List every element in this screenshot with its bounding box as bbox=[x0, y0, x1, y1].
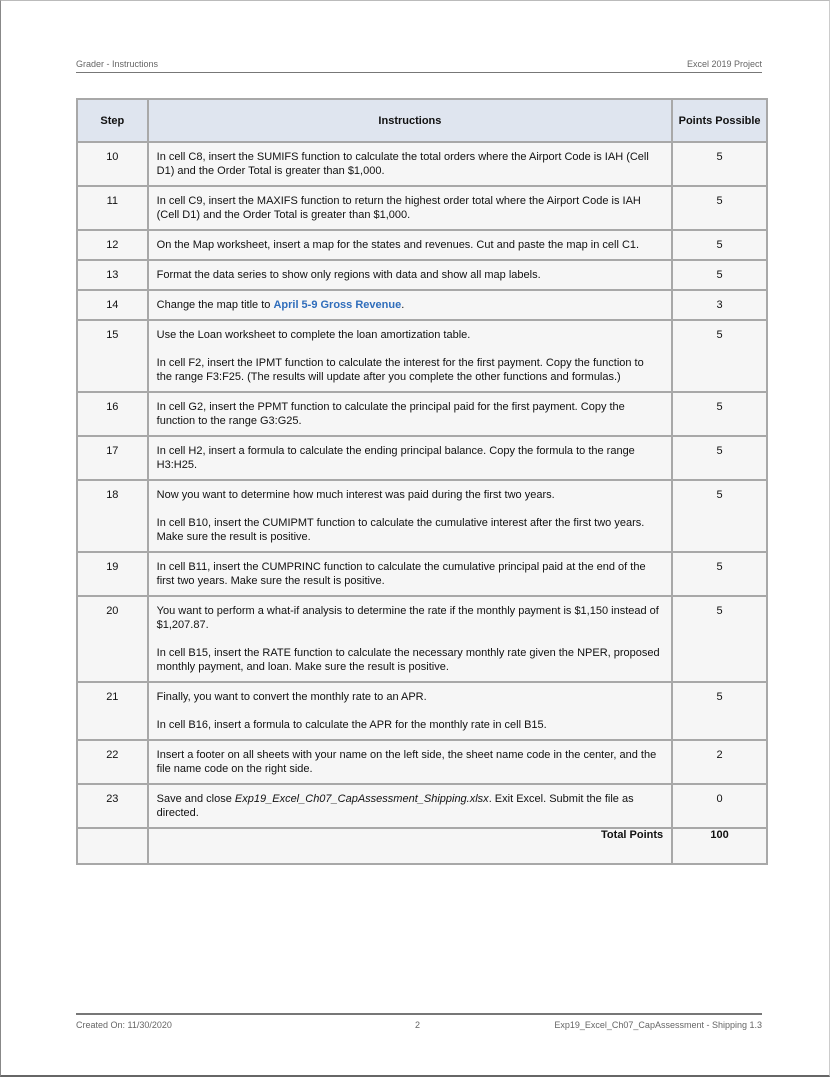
instruction-text bbox=[148, 784, 673, 828]
instruction-text bbox=[148, 480, 673, 552]
table-row bbox=[77, 596, 767, 682]
points-value: 0 bbox=[672, 784, 767, 828]
points-value: 5 bbox=[672, 480, 767, 552]
table-row bbox=[77, 260, 767, 290]
instruction-paragraph: In cell G2, insert the PPMT function to calculate the principal paid for the first payment. Copy the function to the range G3:G25. bbox=[156, 401, 625, 427]
step-number: 21 bbox=[77, 682, 148, 740]
table-header-row bbox=[77, 99, 767, 142]
instruction-text bbox=[148, 740, 673, 784]
instruction-text bbox=[148, 392, 673, 436]
instruction-text bbox=[148, 142, 673, 186]
total-row bbox=[77, 828, 767, 864]
points-value: 2 bbox=[672, 740, 767, 784]
instruction-text bbox=[148, 682, 673, 740]
instruction-paragraph: Insert a footer on all sheets with your name on the left side, the sheet name code in the center, and the file name code on the right side. bbox=[156, 749, 657, 775]
instruction-paragraph: Use the Loan worksheet to complete the loan amortization table. bbox=[156, 329, 471, 341]
instruction-paragraph: In cell B11, insert the CUMPRINC function to calculate the cumulative principal paid at the end of the first two years. Make sure the result is positive. bbox=[156, 561, 646, 587]
instruction-paragraph: In cell C8, insert the SUMIFS function to calculate the total orders where the Airport Code is IAH (Cell D1) and the Order Total is greater than $1,000. bbox=[156, 151, 649, 177]
instruction-paragraph: Finally, you want to convert the monthly rate to an APR. bbox=[156, 691, 427, 703]
instruction-paragraph bbox=[157, 792, 662, 820]
instruction-text bbox=[148, 290, 673, 320]
map-title-highlight: April 5-9 Gross Revenue bbox=[273, 299, 402, 311]
page-header bbox=[76, 58, 762, 73]
points-value: 5 bbox=[672, 320, 767, 392]
points-value: 3 bbox=[672, 290, 767, 320]
instruction-paragraph: In cell H2, insert a formula to calculate the ending principal balance. Copy the formula to the range H3:H25. bbox=[156, 445, 635, 471]
instruction-suffix: . Exit Excel. Submit the file as directed. bbox=[156, 793, 634, 819]
instruction-paragraph: On the Map worksheet, insert a map for the states and revenues. Cut and paste the map in cell C1. bbox=[156, 239, 640, 251]
instruction-paragraph: In cell B16, insert a formula to calculate the APR for the monthly rate in cell B15. bbox=[156, 719, 547, 731]
table-row bbox=[77, 784, 767, 828]
table-row bbox=[77, 290, 767, 320]
step-number: 16 bbox=[77, 392, 148, 436]
instruction-paragraph: In cell C9, insert the MAXIFS function to return the highest order total where the Airport Code is IAH (Cell D1) and the Order Total is greater than $1,000. bbox=[156, 195, 641, 221]
instruction-text bbox=[148, 186, 673, 230]
instruction-paragraph: In cell B10, insert the CUMIPMT function to calculate the cumulative interest after the first two years. Make sure the result is positive. bbox=[156, 517, 645, 543]
total-points-value: 100 bbox=[672, 828, 767, 864]
table-row bbox=[77, 552, 767, 596]
table-row bbox=[77, 320, 767, 392]
step-number: 10 bbox=[77, 142, 148, 186]
table-row bbox=[77, 186, 767, 230]
footer-created-on: Created On: 11/30/2020 bbox=[76, 1020, 172, 1030]
instruction-suffix: . bbox=[401, 299, 405, 311]
instruction-paragraph: In cell F2, insert the IPMT function to calculate the interest for the first payment. Copy the function to the range F3:F25. (The results will update after you complete the other functions and formulas.) bbox=[156, 357, 644, 383]
step-number: 13 bbox=[77, 260, 148, 290]
points-value: 5 bbox=[672, 142, 767, 186]
instruction-text bbox=[148, 596, 673, 682]
step-number: 17 bbox=[77, 436, 148, 480]
instruction-paragraph bbox=[157, 298, 662, 312]
instructions-column-header: Instructions bbox=[148, 99, 673, 142]
instruction-prefix: Save and close bbox=[156, 793, 235, 805]
step-number: 18 bbox=[77, 480, 148, 552]
table-row bbox=[77, 740, 767, 784]
points-value: 5 bbox=[672, 260, 767, 290]
footer-page-number: 2 bbox=[415, 1020, 421, 1030]
table-row bbox=[77, 392, 767, 436]
step-number: 15 bbox=[77, 320, 148, 392]
instruction-prefix: Change the map title to bbox=[156, 299, 274, 311]
instruction-paragraph: Now you want to determine how much interest was paid during the first two years. bbox=[156, 489, 555, 501]
page-footer bbox=[76, 1013, 762, 1033]
table-row bbox=[77, 230, 767, 260]
step-number: 14 bbox=[77, 290, 148, 320]
step-number: 19 bbox=[77, 552, 148, 596]
points-value: 5 bbox=[672, 230, 767, 260]
step-number: 12 bbox=[77, 230, 148, 260]
header-left-text: Grader - Instructions bbox=[76, 59, 159, 69]
instruction-paragraph: Format the data series to show only regions with data and show all map labels. bbox=[156, 269, 541, 281]
step-number: 22 bbox=[77, 740, 148, 784]
points-value: 5 bbox=[672, 436, 767, 480]
header-right-text: Excel 2019 Project bbox=[686, 59, 762, 69]
table-row bbox=[77, 436, 767, 480]
total-empty-cell bbox=[77, 828, 148, 864]
instruction-text bbox=[148, 260, 673, 290]
footer-file-name: Exp19_Excel_Ch07_CapAssessment - Shipping 1.3 bbox=[554, 1020, 762, 1030]
file-name-italic: Exp19_Excel_Ch07_CapAssessment_Shipping.xlsx bbox=[234, 793, 489, 805]
step-number: 20 bbox=[77, 596, 148, 682]
instruction-text bbox=[148, 552, 673, 596]
table-row bbox=[77, 480, 767, 552]
points-column-header: Points Possible bbox=[672, 99, 767, 142]
step-number: 11 bbox=[77, 186, 148, 230]
step-column-header: Step bbox=[77, 99, 148, 142]
step-number: 23 bbox=[77, 784, 148, 828]
points-value: 5 bbox=[672, 186, 767, 230]
points-value: 5 bbox=[672, 552, 767, 596]
table-body bbox=[77, 142, 767, 828]
points-value: 5 bbox=[672, 682, 767, 740]
total-points-label: Total Points bbox=[148, 828, 673, 864]
table-row bbox=[77, 682, 767, 740]
instruction-paragraph: In cell B15, insert the RATE function to calculate the necessary monthly rate given the NPER, proposed monthly payment, and loan. Make sure the result is positive. bbox=[156, 647, 660, 673]
instruction-paragraph: You want to perform a what-if analysis to determine the rate if the monthly payment is $1,150 instead of $1,207.87. bbox=[156, 605, 659, 631]
points-value: 5 bbox=[672, 392, 767, 436]
instruction-text bbox=[148, 436, 673, 480]
instruction-text bbox=[148, 230, 673, 260]
table-row bbox=[77, 142, 767, 186]
instruction-text bbox=[148, 320, 673, 392]
instructions-table bbox=[76, 98, 768, 865]
points-value: 5 bbox=[672, 596, 767, 682]
